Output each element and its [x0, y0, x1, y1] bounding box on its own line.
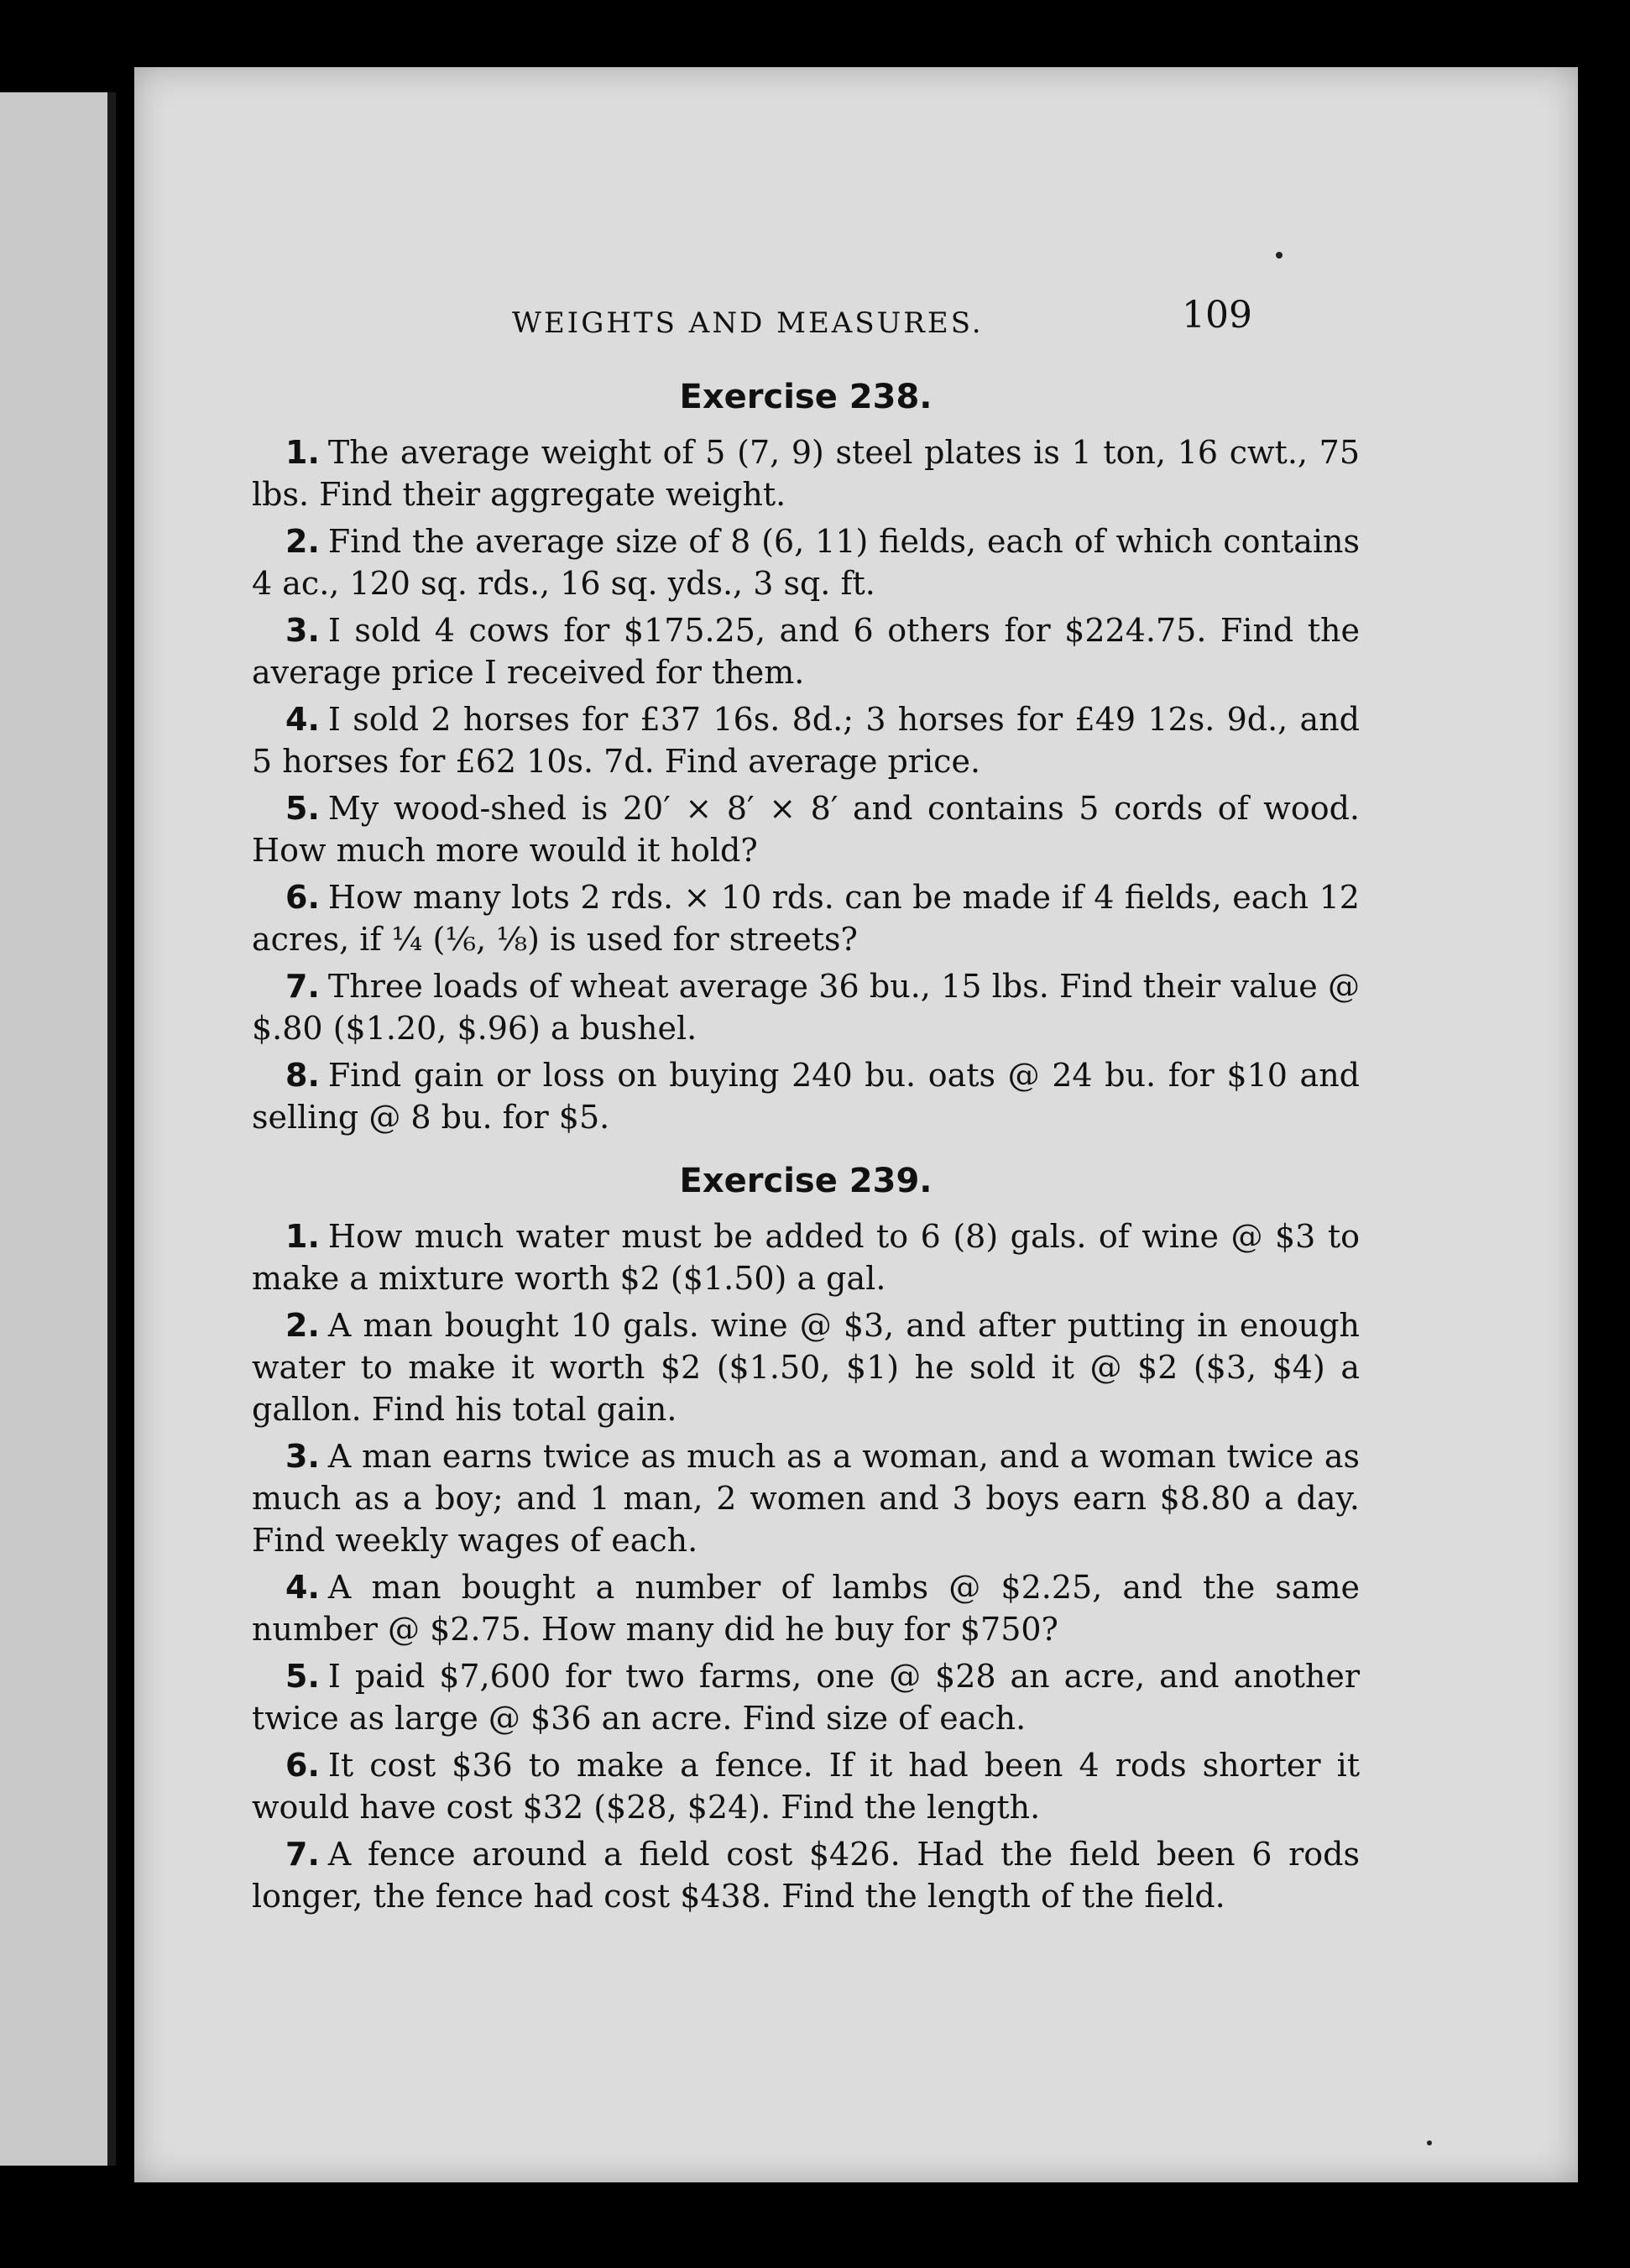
problem-text: Find gain or loss on buying 240 bu. oats @ 24 bu. for $10 and selling @ 8 bu. for $5.	[252, 1057, 1360, 1136]
page-speck	[1427, 2140, 1432, 2145]
problem-item	[252, 431, 1360, 515]
problem-item	[252, 698, 1360, 782]
problem-item	[252, 1566, 1360, 1650]
exercise-239-title: Exercise 239.	[679, 1162, 933, 1200]
exercise-238-problems	[252, 431, 1360, 1138]
problem-text: A fence around a field cost $426. Had the field been 6 rods longer, the fence had cost $438. Find the length of the field.	[252, 1836, 1360, 1915]
problem-text: How much water must be added to 6 (8) gals. of wine @ $3 to make a mixture worth $2 ($1.50) a gal.	[252, 1218, 1360, 1297]
problem-text: The average weight of 5 (7, 9) steel plates is 1 ton, 16 cwt., 75 lbs. Find their aggregate weight.	[252, 434, 1360, 513]
problem-number: 4.	[285, 1569, 320, 1606]
problem-text: Find the average size of 8 (6, 11) fields, each of which contains 4 ac., 120 sq. rds., 16 sq. yds., 3 sq. ft.	[252, 523, 1360, 602]
exercise-238-title: Exercise 238.	[679, 378, 933, 416]
problem-number: 3.	[285, 1438, 320, 1475]
problem-number: 3.	[285, 612, 320, 649]
left-page-edge	[0, 92, 107, 2166]
problem-item	[252, 520, 1360, 604]
problem-text: A man bought a number of lambs @ $2.25, and the same number @ $2.75. How many did he buy for $750?	[252, 1569, 1360, 1648]
problem-item	[252, 1215, 1360, 1299]
problem-number: 4.	[285, 701, 320, 738]
problem-number: 1.	[285, 1218, 320, 1255]
problem-item	[252, 609, 1360, 693]
problem-text: Three loads of wheat average 36 bu., 15 lbs. Find their value @ $.80 ($1.20, $.96) a bushel.	[252, 968, 1360, 1047]
problem-text: I paid $7,600 for two farms, one @ $28 an acre, and another twice as large @ $36 an acre. Find size of each.	[252, 1658, 1360, 1737]
problem-number: 5.	[285, 790, 320, 827]
book-gutter	[107, 92, 116, 2166]
problem-text: A man bought 10 gals. wine @ $3, and after putting in enough water to make it worth $2 ($1.50, $1) he sold it @ $2 ($3, $4) a gallon. Find his total gain.	[252, 1307, 1360, 1428]
problem-item	[252, 1435, 1360, 1561]
problem-number: 1.	[285, 434, 320, 471]
book-page	[134, 67, 1578, 2182]
problem-item	[252, 1655, 1360, 1739]
problem-number: 6.	[285, 879, 320, 916]
problem-item	[252, 1304, 1360, 1430]
problem-number: 5.	[285, 1658, 320, 1695]
problem-number: 7.	[285, 1836, 320, 1873]
problem-number: 7.	[285, 968, 320, 1005]
page-number: 109	[1182, 294, 1252, 337]
problem-text: How many lots 2 rds. × 10 rds. can be made if 4 fields, each 12 acres, if ¼ (⅙, ⅛) is used for streets?	[252, 879, 1360, 958]
problem-item	[252, 1833, 1360, 1917]
problem-number: 2.	[285, 523, 320, 560]
problem-text: My wood-shed is 20′ × 8′ × 8′ and contains 5 cords of wood. How much more would it hold?	[252, 790, 1360, 869]
problem-text: It cost $36 to make a fence. If it had been 4 rods shorter it would have cost $32 ($28, $24). Find the length.	[252, 1747, 1360, 1826]
problem-item	[252, 876, 1360, 960]
problem-item	[252, 1744, 1360, 1828]
page-speck	[1276, 252, 1283, 259]
problem-text: A man earns twice as much as a woman, and a woman twice as much as a boy; and 1 man, 2 women and 3 boys earn $8.80 a day. Find weekly wages of each.	[252, 1438, 1360, 1559]
problem-number: 8.	[285, 1057, 320, 1094]
problem-number: 2.	[285, 1307, 320, 1344]
problem-text: I sold 4 cows for $175.25, and 6 others for $224.75. Find the average price I received for them.	[252, 612, 1360, 691]
problem-number: 6.	[285, 1747, 320, 1784]
problem-item	[252, 1054, 1360, 1138]
problem-text: I sold 2 horses for £37 16s. 8d.; 3 horses for £49 12s. 9d., and 5 horses for £62 10s. 7d. Find average price.	[252, 701, 1360, 780]
problem-item	[252, 787, 1360, 871]
running-head: WEIGHTS AND MEASURES.	[512, 306, 984, 340]
page-content	[252, 378, 1360, 1922]
problem-item	[252, 965, 1360, 1049]
exercise-239-problems	[252, 1215, 1360, 1917]
